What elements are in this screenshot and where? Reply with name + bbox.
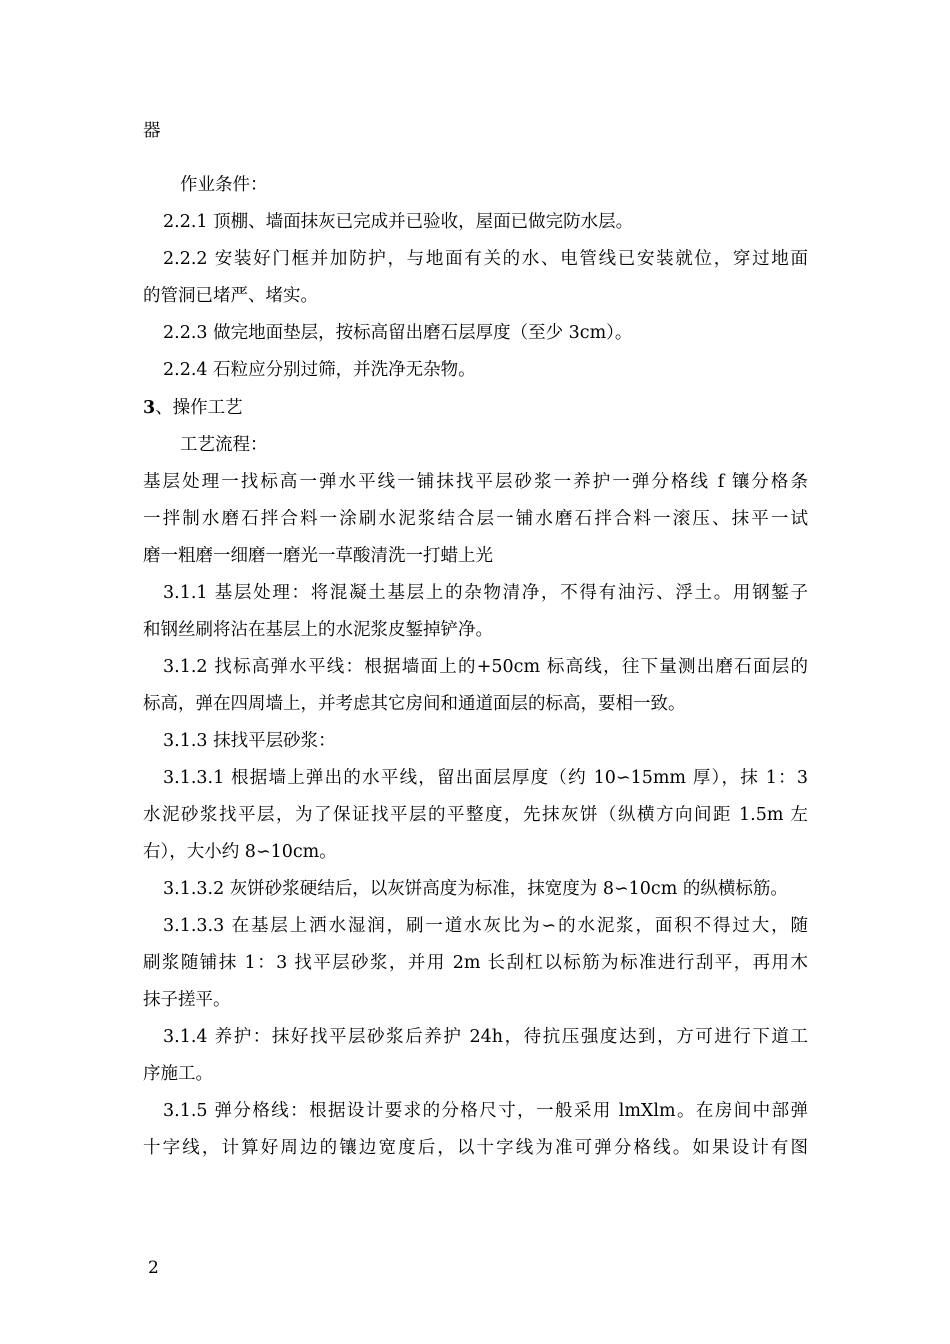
text-line: 3.1.3 抹找平层砂浆： (163, 731, 336, 751)
text-line: 抹子搓平。 (143, 990, 231, 1010)
text-line: 2.2.1 顶棚、墙面抹灰已完成并已验收，屋面已做完防水层。 (163, 212, 634, 232)
text-line: 3.1.5 弹分格线：根据设计要求的分格尺寸，一般采用 lmXlm。在房间中部弹 (163, 1101, 808, 1121)
text-line: 刷浆随铺抹 1：3 找平层砂浆，并用 2m 长刮杠以标筋为标准进行刮平，再用木 (143, 953, 808, 973)
text-line: 3.1.1 基层处理：将混凝土基层上的杂物清净，不得有油污、浮土。用钢錾子 (163, 583, 808, 603)
text-line: 3.1.3.2 灰饼砂浆硬结后，以灰饼高度为标准，抹宽度为 8∽10cm 的纵横标筋。 (163, 879, 788, 899)
text-line: 2.2.2 安装好门框并加防护，与地面有关的水、电管线已安装就位，穿过地面 (163, 249, 808, 269)
text-line: 2.2.4 石粒应分别过筛，并洗净无杂物。 (163, 360, 476, 380)
text-line: 2.2.3 做完地面垫层，按标高留出磨石层厚度（至少 3cm）。 (163, 323, 633, 343)
text-line: 右），大小约 8∽10cm。 (143, 842, 337, 862)
subheading-process-flow: 工艺流程： (180, 435, 268, 455)
text-line: 3.1.4 养护：抹好找平层砂浆后养护 24h，待抗压强度达到，方可进行下道工 (163, 1027, 808, 1047)
section-number: 3 (143, 398, 156, 418)
text-line: 3.1.3.1 根据墙上弹出的水平线，留出面层厚度（约 10∽15mm 厚），抹 1：3 (163, 768, 808, 788)
text-line: 3.1.3.3 在基层上洒水湿润，刷一道水灰比为∽的水泥浆，面积不得过大，随 (163, 916, 808, 936)
text-line: 基层处理一找标高一弹水平线一铺抹找平层砂浆一养护一弹分格线 f 镶分格条 (143, 472, 808, 492)
text-line: 十字线，计算好周边的镶边宽度后，以十字线为准可弹分格线。如果设计有图 (143, 1138, 808, 1158)
text-line: 器 (143, 121, 161, 141)
page-number: 2 (148, 1258, 159, 1278)
section-heading (143, 397, 243, 419)
section-title: 、操作工艺 (155, 398, 243, 418)
text-line: 水泥砂浆找平层，为了保证找平层的平整度，先抹灰饼（纵横方向间距 1.5m 左 (143, 805, 808, 825)
text-line: 3.1.2 找标高弹水平线：根据墙面上的+50cm 标高线，往下量测出磨石面层的 (163, 657, 808, 677)
text-line: 的管洞已堵严、堵实。 (143, 286, 318, 306)
text-line: 一拌制水磨石拌合料一涂刷水泥浆结合层一铺水磨石拌合料一滚压、抹平一试 (143, 509, 808, 529)
subheading-work-conditions: 作业条件： (180, 175, 268, 195)
text-line: 和钢丝刷将沾在基层上的水泥浆皮錾掉铲净。 (143, 620, 493, 640)
text-line: 序施工。 (143, 1064, 213, 1084)
text-line: 标高，弹在四周墙上，并考虑其它房间和通道面层的标高，要相一致。 (143, 694, 686, 714)
text-line: 磨一粗磨一细磨一磨光一草酸清洗一打蜡上光 (143, 546, 493, 566)
